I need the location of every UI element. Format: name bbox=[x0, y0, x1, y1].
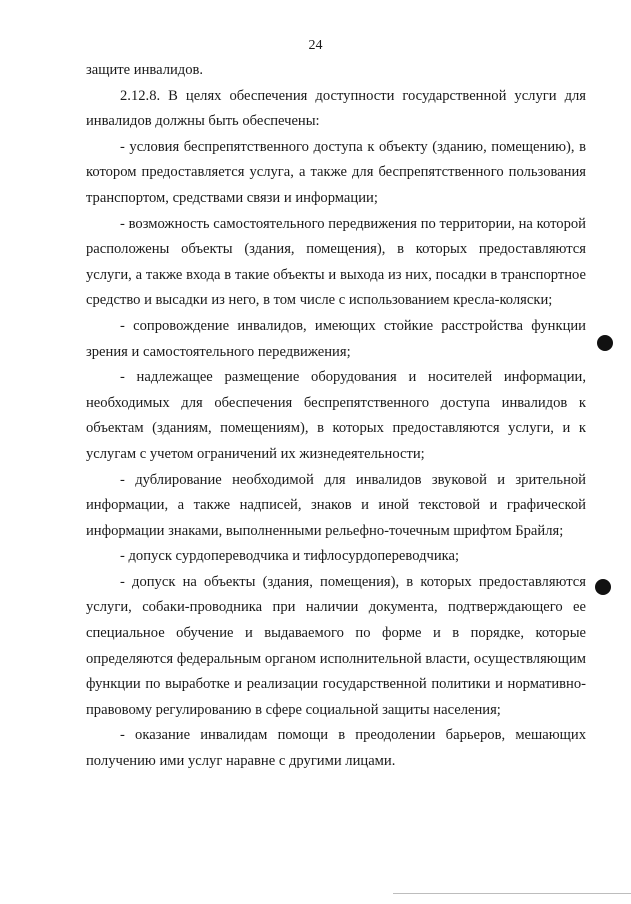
list-item-independent-movement: - возможность самостоятельного передвижения по территории, на которой расположены объекты (здания, помещения), в которых предоставляются услуги, а также входа в такие объекты и выхода из них, посадки в транспортное средство и высадки из него, в том числе с использованием кресла-коляски; bbox=[86, 215, 586, 309]
list-item-escort: - сопровождение инвалидов, имеющих стойкие расстройства функции зрения и самостоятельного передвижения; bbox=[86, 317, 586, 360]
list-item-guide-dog-admission: - допуск на объекты (здания, помещения), в которых предоставляются услуги, собаки-проводника при наличии документа, подтверждающего ее специальное обучение и выдаваемого по форме и в порядке, которые определяются федеральным органом исполнительной власти, осуществляющим функции по выработке и реализации государственной политики и нормативно-правовому регулированию в сфере социальной защиты населения; bbox=[86, 573, 586, 718]
punch-hole-mark bbox=[597, 335, 613, 351]
punch-hole-mark bbox=[595, 579, 611, 595]
list-item-barrier-assistance: - оказание инвалидам помощи в преодолении барьеров, мешающих получению ими услуг наравне с другими лицами. bbox=[86, 727, 586, 770]
document-body bbox=[86, 58, 586, 775]
paragraph-continuation: защите инвалидов. bbox=[86, 62, 204, 78]
paragraph-section-2-12-8: 2.12.8. В целях обеспечения доступности государственной услуги для инвалидов должны быть обеспечены: bbox=[86, 87, 586, 130]
list-item-equipment-placement: - надлежащее размещение оборудования и носителей информации, необходимых для обеспечения беспрепятственного доступа инвалидов к объектам (зданиям, помещениям), в которых предоставляются услуги, и к услугам с учетом ограничений их жизнедеятельности; bbox=[86, 369, 586, 462]
page-number: 24 bbox=[308, 38, 323, 53]
list-item-interpreter-admission: - допуск сурдопереводчика и тифлосурдопереводчика; bbox=[120, 548, 460, 565]
list-item-braille-duplication: - дублирование необходимой для инвалидов звуковой и зрительной информации, а также надписей, знаков и иной текстовой и графической информации знаками, выполненными рельефно-точечным шрифтом Брайля; bbox=[86, 471, 586, 539]
list-item-barrier-free-access: - условия беспрепятственного доступа к объекту (зданию, помещению), в котором предоставляется услуга, а также для беспрепятственного пользования транспортом, средствами связи и информации; bbox=[86, 138, 586, 206]
scan-edge-line bbox=[393, 893, 631, 894]
